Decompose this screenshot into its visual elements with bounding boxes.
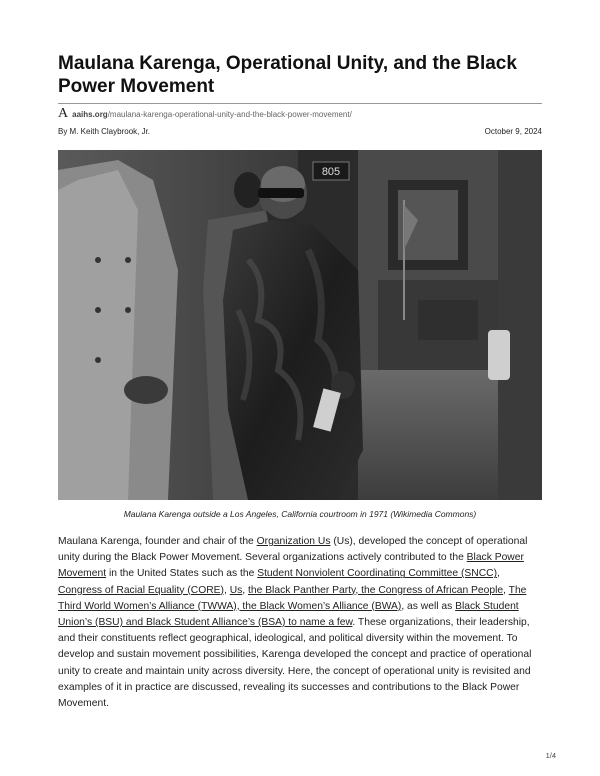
body-text: , xyxy=(497,568,500,580)
source-path: /maulana-karenga-operational-unity-and-the-black-power-movement/ xyxy=(107,109,352,119)
publish-date: October 9, 2024 xyxy=(484,127,542,136)
source-domain: aaihs.org xyxy=(72,109,108,119)
body-text: , xyxy=(242,584,249,596)
body-text: . These organizations, their leadership, and their constituents reflect geographical, ideological, and political diversity within the movement. To develop and sustain movement possibilities, Karenga developed the concept and practice of operational unity to create and maintain unity across diversity. Here, the concept of operational unity is revisited and examples of it in practice are discussed, revealing its successes and contributions to the Black Power Movement. xyxy=(58,617,532,710)
aaihs-logo-icon: A xyxy=(58,106,69,121)
body-text: in the United States such as the xyxy=(106,568,258,580)
article-photo xyxy=(58,150,542,500)
link-black-power-movement[interactable]: Black Power Movement xyxy=(58,552,524,580)
body-text: , xyxy=(503,584,509,596)
article-title: Maulana Karenga, Operational Unity, and the Black Power Movement xyxy=(58,53,517,97)
link-us[interactable]: Us xyxy=(229,584,243,596)
page-number: 1/4 xyxy=(545,751,556,760)
door-number: 805 xyxy=(321,166,341,178)
body-text: , as well as xyxy=(401,600,456,612)
source-url[interactable] xyxy=(58,108,352,120)
body-text: (Us), developed the concept of operational unity during the Black Power Movement. Several organizations actively contributed to the xyxy=(58,536,528,564)
article-body xyxy=(58,534,544,712)
link-sncc[interactable]: Student Nonviolent Coordinating Committee (SNCC) xyxy=(257,568,497,580)
link-organization-us[interactable]: Organization Us xyxy=(256,536,331,547)
link-twwa[interactable]: The Third World Women’s Alliance (TWWA), the Black Women’s Alliance (BWA) xyxy=(58,584,527,612)
title-divider xyxy=(58,103,542,104)
link-bsu[interactable]: Black Student Union’s (BSU) and Black Student Alliance’s (BSA) to name a few xyxy=(58,600,519,629)
body-text: Maulana Karenga, founder and chair of the xyxy=(58,536,257,547)
link-black-panther-party[interactable]: the Black Panther Party, the Congress of African People xyxy=(248,584,504,596)
author-byline: By M. Keith Claybrook, Jr. xyxy=(58,127,151,136)
body-text: , xyxy=(223,584,230,596)
photo-caption: Maulana Karenga outside a Los Angeles, California courtroom in 1971 (Wikimedia Commons) xyxy=(123,509,477,519)
link-core[interactable]: Congress of Racial Equality (CORE) xyxy=(58,584,224,596)
